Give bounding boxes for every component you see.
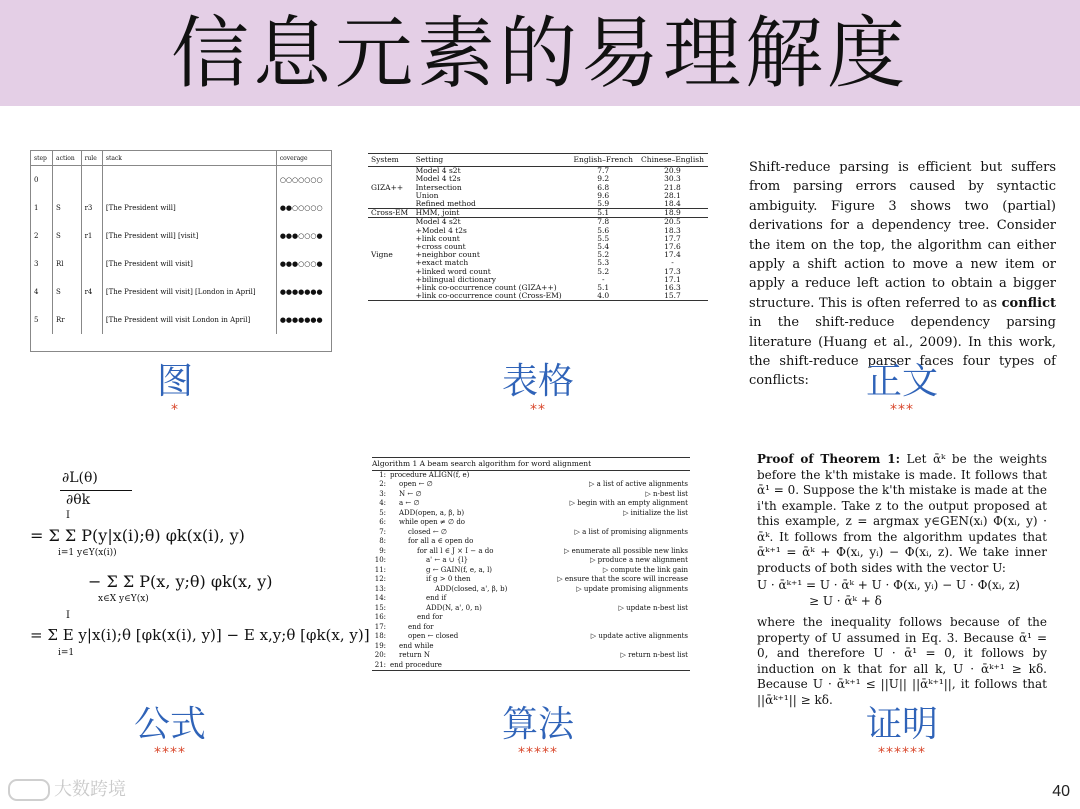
fig-cell	[81, 306, 102, 334]
results-cell: 28.1	[664, 190, 681, 200]
algorithm-line-number: 21:	[374, 660, 386, 669]
proof-example	[757, 452, 1047, 708]
proof-title: Proof of Theorem 1:	[757, 452, 901, 466]
formula-lhs-denominator: ∂θk	[66, 492, 91, 508]
algorithm-code: g ← GAIN(f, e, a, l)	[426, 565, 493, 574]
algorithm-comment: ▷ compute the link gain	[602, 565, 688, 574]
watermark-text: 大数跨境	[54, 779, 126, 800]
results-cell: 17.4	[664, 250, 681, 260]
table-row	[31, 194, 331, 222]
algorithm-line	[372, 604, 690, 614]
algorithm-line	[372, 556, 690, 566]
fig-header-cell: coverage	[276, 151, 331, 166]
results-system-cell: Cross-EM	[368, 209, 413, 218]
algorithm-comment: ▷ update active alignments	[590, 632, 688, 640]
algorithm-code: for all a ∈ open do	[408, 537, 474, 545]
results-system-cell	[368, 235, 413, 243]
algorithm-code: ADD(N, a', 0, n)	[426, 603, 482, 612]
results-cell: 6.8	[597, 182, 610, 192]
algorithm-comment: ▷ produce a new alignment	[590, 556, 688, 564]
results-cell: Refined method	[415, 199, 476, 209]
watermark-logo-icon	[8, 779, 50, 801]
table-row	[31, 278, 331, 306]
results-cell: 20.9	[664, 166, 681, 176]
algorithm-line-number: 8:	[379, 537, 386, 545]
results-system-cell	[368, 276, 413, 284]
algorithm-line	[372, 471, 690, 481]
algorithm-line-number: 14:	[374, 594, 386, 602]
proof-body-1: Let ᾱᵏ be the weights before the k'th mistake is made. It follows that ᾱ¹ = 0. Suppose the k'th mistake is made at the i'th example. Take z to the output proposed at this example, z = argmax y∈GEN(xᵢ) Φ(xᵢ, y) · ᾱᵏ. It follows from the algorithm updates that ᾱᵏ⁺¹ = ᾱᵏ + Φ(xᵢ, yᵢ) − Φ(xᵢ, z). We take inner products of both sides with the vector U:	[757, 452, 1047, 575]
algorithm-line	[372, 594, 690, 604]
results-cell: Model 4 t2s	[415, 174, 461, 184]
results-cell: -	[601, 274, 605, 284]
results-cell: 5.1	[597, 283, 610, 293]
algorithm-line-number: 18:	[374, 632, 386, 640]
algorithm-comment: ▷ initialize the list	[623, 508, 688, 517]
fig-cell: Rl	[53, 250, 82, 278]
fig-header-cell: action	[53, 151, 82, 166]
formula-fraction-bar	[60, 490, 132, 491]
algorithm-comment: ▷ a list of promising alignments	[574, 527, 688, 536]
algorithm-code: end if	[426, 594, 447, 602]
results-cell: 9.6	[597, 190, 610, 200]
table-example	[368, 153, 708, 301]
results-cell: 5.2	[597, 250, 610, 260]
algorithm-line	[372, 499, 690, 509]
results-cell: 18.3	[664, 225, 681, 235]
results-cell: Model 4 s2t	[415, 166, 461, 176]
results-cell: 17.3	[664, 266, 681, 276]
results-header-cell: Chinese–English	[637, 154, 708, 167]
algorithm-code: end procedure	[390, 660, 442, 669]
figure-example	[30, 150, 332, 352]
algorithm-line	[372, 585, 690, 595]
algorithm-line-number: 2:	[379, 480, 386, 488]
results-system-cell	[368, 292, 413, 301]
results-cell: Union	[415, 190, 439, 200]
results-system-cell	[368, 192, 413, 200]
results-cell: 21.8	[664, 182, 681, 192]
fig-cell: 5	[31, 306, 53, 334]
algorithm-line-number: 12:	[374, 575, 386, 583]
proof-body-2: where the inequality follows because of the property of U assumed in Eq. 3. Because ᾱ¹ = 0, and therefore U · ᾱ¹ = 0, it follows by induction on k that for all k, U · ᾱᵏ⁺¹ ≥ kδ. Because U · ᾱᵏ⁺¹ ≤ ||U|| ||ᾱᵏ⁺¹||, it follows that ||ᾱᵏ⁺¹|| ≥ kδ.	[757, 615, 1047, 707]
results-cell: 5.4	[597, 242, 610, 252]
table-row	[31, 306, 331, 334]
algorithm-line	[372, 566, 690, 576]
formula-line-3: = Σ E y|x(i);θ [φk(x(i), y)] − E x,y;θ [φk(x, y)]	[30, 626, 370, 644]
algorithm-code: N ← ∅	[399, 489, 422, 498]
label-figure: 图	[156, 361, 193, 402]
fig-header-cell: rule	[81, 151, 102, 166]
algorithm-line-number: 4:	[379, 499, 386, 507]
algorithm-line-number: 13:	[374, 584, 386, 593]
algorithm-line-number: 10:	[374, 556, 386, 564]
algorithm-line-number: 7:	[379, 527, 386, 536]
fig-cell	[81, 166, 102, 195]
results-cell: 5.9	[597, 199, 610, 209]
formula-example	[30, 470, 370, 660]
algorithm-comment: ▷ update n-best list	[618, 603, 688, 612]
results-cell: 18.4	[664, 199, 681, 209]
fig-cell: ●●●○○○●	[279, 260, 323, 268]
formula-line-2: − Σ Σ P(x, y;θ) φk(x, y)	[88, 572, 273, 591]
proof-eq-1: U · ᾱᵏ⁺¹ = U · ᾱᵏ + U · Φ(xᵢ, yᵢ) − U · Φ(xᵢ, z)	[757, 578, 1020, 592]
algorithm-line	[372, 661, 690, 671]
results-cell: Model 4 s2t	[413, 218, 570, 227]
results-cell: +link co-occurrence count (GIZA++)	[415, 283, 557, 293]
results-header-cell: System	[368, 154, 413, 167]
derivation-table	[31, 151, 331, 334]
results-cell: HMM, joint	[413, 209, 570, 218]
results-system-cell	[368, 167, 413, 176]
algorithm-line-number: 3:	[379, 489, 386, 498]
fig-cell: ○○○○○○○	[279, 176, 323, 184]
formula-line-3-sub: i=1	[58, 648, 75, 658]
algorithm-line	[372, 575, 690, 585]
results-cell: 5.5	[597, 233, 610, 243]
algorithm-line	[372, 651, 690, 661]
fig-cell: 2	[31, 222, 53, 250]
paragraph-bold-word: conflict	[1001, 295, 1056, 311]
algorithm-example	[372, 457, 690, 671]
fig-cell: Rr	[53, 306, 82, 334]
fig-cell: 1	[31, 194, 53, 222]
results-system-cell	[368, 284, 413, 292]
algorithm-code: while open ≠ ∅ do	[399, 518, 466, 526]
results-cell: +exact match	[415, 258, 469, 268]
fig-cell: r1	[81, 222, 102, 250]
algorithm-code: closed ← ∅	[408, 527, 448, 536]
algorithm-line	[372, 547, 690, 557]
algorithm-line	[372, 518, 690, 528]
algorithm-line-number: 20:	[374, 651, 386, 659]
results-cell: 17.6	[664, 242, 681, 252]
fig-header-cell: step	[31, 151, 53, 166]
label-table: 表格	[501, 361, 574, 402]
algorithm-line-number: 5:	[379, 508, 386, 517]
results-table	[368, 153, 708, 301]
results-cell: 5.6	[597, 225, 610, 235]
results-header-cell: English–French	[570, 154, 637, 167]
results-cell: 18.9	[637, 209, 708, 218]
algorithm-line-number: 9:	[379, 546, 386, 555]
results-cell: 7.8	[570, 218, 637, 227]
algorithm-code: ADD(closed, a', β, b)	[435, 584, 508, 593]
fig-cell: [The President will visit] [London in April]	[102, 278, 276, 306]
paragraph-text-before: Shift-reduce parsing is efficient but suffers from parsing errors caused by syntactic ambiguity. Figure 3 shows two (partial) derivations for a dependency tree. Consider the item on the top, the algorithm can either apply a shift action to move a new item or apply a reduce left action to obtain a bigger structure. This is often referred to as	[749, 160, 1056, 311]
fig-cell	[81, 250, 102, 278]
table-row	[31, 166, 331, 195]
results-cell: 20.5	[637, 218, 708, 227]
formula-line-1: = Σ Σ P(y|x(i);θ) φk(x(i), y)	[30, 526, 245, 545]
fig-cell: r3	[81, 194, 102, 222]
label-proof: 证明	[865, 704, 938, 745]
results-cell: 15.7	[637, 292, 708, 301]
results-cell: +cross count	[415, 242, 466, 252]
results-system-cell	[368, 218, 413, 227]
results-cell: +linked word count	[415, 266, 491, 276]
algorithm-line	[372, 632, 690, 642]
results-cell: 5.2	[597, 266, 610, 276]
fig-cell: ●●○○○○○	[279, 204, 323, 212]
algorithm-code: open ← ∅	[399, 480, 433, 488]
stars-text: ***	[890, 402, 914, 418]
algorithm-line-number: 19:	[374, 641, 386, 650]
stars-proof: ******	[878, 745, 926, 761]
results-system-cell: Vigne	[371, 250, 393, 260]
label-text: 正文	[865, 361, 938, 402]
results-cell: 16.3	[664, 283, 681, 293]
algorithm-code: end for	[408, 622, 434, 631]
results-cell: 17.1	[664, 274, 681, 284]
fig-cell: ●●●●●●●	[279, 316, 323, 324]
algorithm-line-number: 17:	[374, 622, 386, 631]
algorithm-comment: ▷ begin with an empty alignment	[569, 499, 688, 507]
fig-cell: [The President will]	[102, 194, 276, 222]
formula-line-1-sub: i=1 y∈Y(x(i))	[58, 548, 117, 558]
algorithm-code: return N	[399, 651, 431, 659]
fig-cell	[53, 166, 82, 195]
results-cell: 4.0	[570, 292, 637, 301]
results-system-cell	[368, 227, 413, 235]
algorithm-code: procedure ALIGN(f, e)	[390, 470, 470, 479]
results-cell: +bilingual dictionary	[415, 274, 497, 284]
fig-cell: S	[53, 222, 82, 250]
fig-cell: [The President will visit]	[102, 250, 276, 278]
table-row	[31, 250, 331, 278]
algorithm-line-number: 6:	[379, 518, 386, 526]
algorithm-code: ADD(open, a, β, b)	[399, 508, 465, 517]
fig-cell: 0	[31, 166, 53, 195]
fig-cell: S	[53, 278, 82, 306]
algorithm-comment: ▷ n-best list	[645, 489, 688, 498]
algorithm-line-number: 16:	[374, 613, 386, 621]
results-system-cell	[368, 259, 413, 267]
algorithm-comment: ▷ enumerate all possible new links	[563, 546, 688, 555]
results-cell: 9.2	[597, 174, 610, 184]
fig-cell: r4	[81, 278, 102, 306]
algorithm-line-number: 15:	[374, 603, 386, 612]
algorithm-comment: ▷ return n-best list	[620, 651, 688, 659]
paragraph-text-after: in the shift-reduce dependency parsing literature (Huang et al., 2009). In this work, the shift-reduce parser faces four types of conflicts:	[749, 315, 1056, 389]
results-header-cell: Setting	[413, 154, 570, 167]
page-number: 40	[1052, 783, 1070, 800]
results-cell: 5.1	[570, 209, 637, 218]
results-cell: -	[671, 258, 674, 268]
label-algorithm: 算法	[501, 704, 574, 745]
formula-line-2-sub: x∈X y∈Y(x)	[98, 594, 149, 604]
results-cell: 30.3	[664, 174, 681, 184]
stars-table: **	[530, 402, 546, 418]
stars-formula: ****	[154, 745, 186, 761]
algorithm-comment: ▷ update promising alignments	[576, 584, 688, 593]
fig-cell: S	[53, 194, 82, 222]
algorithm-line	[372, 642, 690, 652]
results-cell: 7.7	[597, 166, 610, 176]
algorithm-comment: ▷ ensure that the score will increase	[557, 575, 688, 583]
fig-cell: [The President will] [visit]	[102, 222, 276, 250]
fig-cell: 3	[31, 250, 53, 278]
results-cell: +link count	[415, 233, 460, 243]
results-system-cell	[368, 268, 413, 276]
stars-figure: *	[171, 402, 179, 418]
results-cell: +link co-occurrence count (Cross-EM)	[413, 292, 570, 301]
algorithm-line	[372, 537, 690, 547]
algorithm-comment: ▷ a list of active alignments	[589, 480, 688, 488]
algorithm-line	[372, 623, 690, 633]
table-row	[31, 222, 331, 250]
algorithm-line	[372, 490, 690, 500]
algorithm-code: a ← ∅	[399, 499, 420, 507]
results-cell: 17.7	[664, 233, 681, 243]
algorithm-line-number: 1:	[379, 470, 386, 479]
proof-eq-2: ≥ U · ᾱᵏ + δ	[809, 593, 882, 608]
results-cell: Intersection	[415, 182, 462, 192]
fig-cell: ●●●○○○●	[279, 232, 323, 240]
algorithm-line	[372, 509, 690, 519]
stars-algorithm: *****	[518, 745, 558, 761]
fig-cell: 4	[31, 278, 53, 306]
label-formula: 公式	[133, 704, 206, 745]
table-row	[368, 292, 708, 301]
algorithm-code: for all l ∈ J × I − a do	[417, 546, 494, 555]
formula-sup-3: I	[66, 610, 70, 621]
paragraph-example	[749, 158, 1056, 391]
fig-cell: ●●●●●●●	[279, 288, 323, 296]
algorithm-code: a' ← a ∪ {l}	[426, 556, 469, 564]
algorithm-code: if g > 0 then	[426, 575, 471, 583]
formula-lhs-numerator: ∂L(θ)	[62, 470, 98, 486]
results-cell: +neighbor count	[415, 250, 480, 260]
algorithm-code: open ← closed	[408, 632, 459, 640]
slide-title: 信息元素的易理解度	[170, 9, 909, 99]
fig-cell: [The President will visit London in April]	[102, 306, 276, 334]
fig-header-cell: stack	[102, 151, 276, 166]
results-cell: 5.3	[597, 258, 610, 268]
fig-cell	[102, 166, 276, 195]
results-cell: +Model 4 t2s	[415, 225, 467, 235]
algorithm-lines	[372, 471, 690, 671]
formula-sup-1: I	[66, 510, 70, 521]
algorithm-line-number: 11:	[374, 565, 386, 574]
algorithm-line	[372, 613, 690, 623]
results-system-cell: GIZA++	[371, 182, 404, 192]
algorithm-line	[372, 480, 690, 490]
algorithm-code: end while	[399, 641, 434, 650]
algorithm-code: end for	[417, 613, 443, 621]
algorithm-line	[372, 528, 690, 538]
algorithm-header: Algorithm 1 A beam search algorithm for word alignment	[372, 458, 690, 471]
watermark	[8, 775, 126, 801]
